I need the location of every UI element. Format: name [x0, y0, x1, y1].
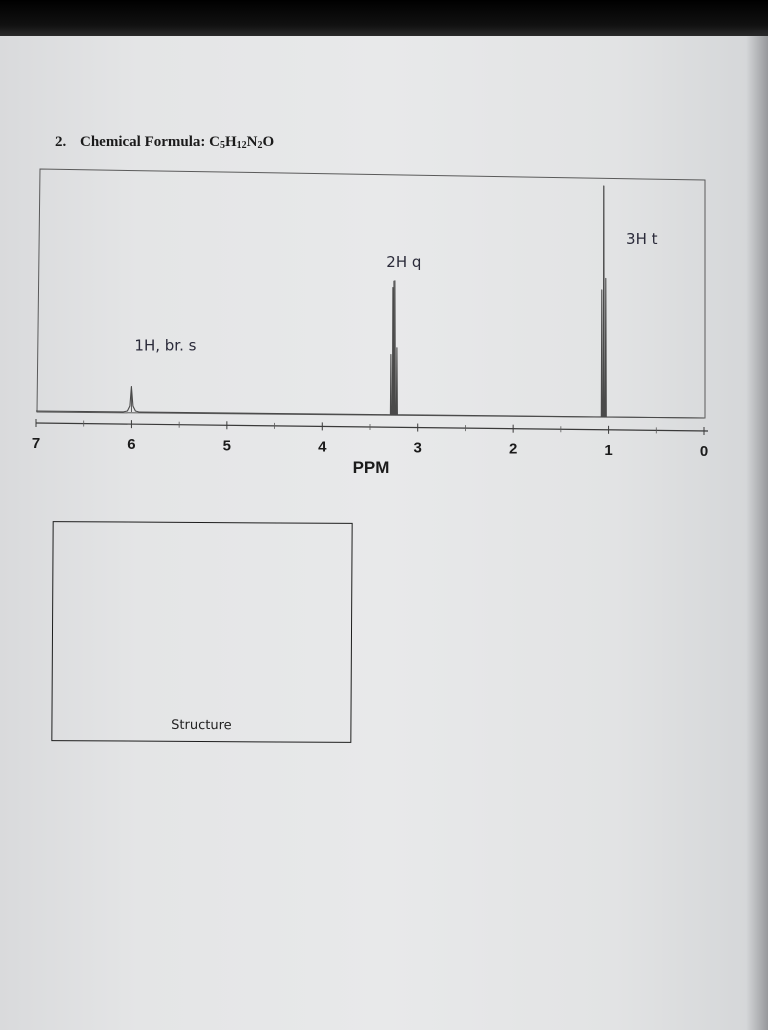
- question-number: 2.: [55, 134, 67, 150]
- spectrum-frame: [37, 169, 705, 418]
- formula-subscript: 5: [219, 140, 225, 151]
- peak-annotation-2: 2H q: [386, 252, 422, 271]
- formula-label: Chemical Formula:: [80, 134, 206, 150]
- structure-label: Structure: [171, 717, 232, 734]
- x-tick-label-3: 3: [413, 439, 422, 457]
- structure-answer-box[interactable]: [51, 521, 352, 743]
- x-tick-label-5: 5: [222, 437, 232, 455]
- formula-subscript: 2: [257, 140, 263, 151]
- x-tick-label-7: 7: [31, 435, 41, 452]
- peaks: [131, 186, 603, 417]
- x-axis-tick-labels: [32, 435, 708, 460]
- peak-annotation-1: 1H, br. s: [134, 336, 197, 355]
- x-axis-line: [36, 423, 708, 431]
- formula-element: C: [209, 134, 220, 150]
- formula-subscript: 12: [236, 140, 247, 151]
- formula-element: N: [246, 134, 258, 150]
- x-tick-label-0: 0: [699, 442, 709, 460]
- formula-element: H: [224, 134, 237, 150]
- peak-annotation-3: 3H t: [626, 229, 658, 248]
- x-axis-ticks: [36, 419, 704, 435]
- formula-element: O: [262, 134, 275, 150]
- x-tick-label-4: 4: [318, 438, 327, 456]
- x-tick-label-1: 1: [604, 441, 613, 459]
- x-tick-label-2: 2: [508, 440, 518, 458]
- x-axis-title: PPM: [352, 458, 390, 477]
- peak-annotations: [134, 230, 657, 355]
- x-tick-label-6: 6: [127, 436, 136, 454]
